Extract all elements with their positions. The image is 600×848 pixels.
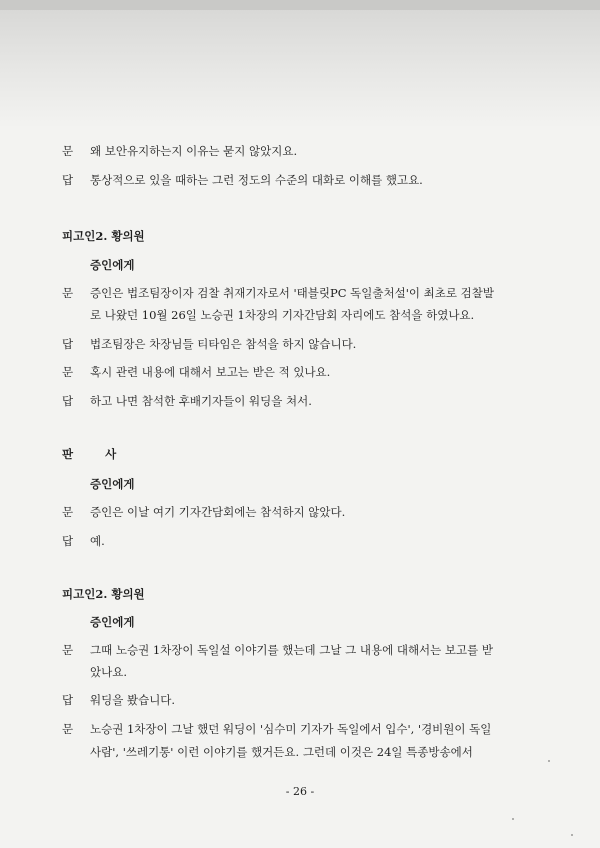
- question-text: 왜 보안유지하는지 이유는 묻지 않았지요.: [90, 144, 298, 158]
- addressee-label: 증인에게: [90, 615, 135, 629]
- speaker-label: 판 사: [62, 447, 131, 461]
- question-text-continued: 사람', '쓰레기통' 이런 이야기를 했거든요. 그런데 이것은 24일 특종방송에서: [90, 745, 473, 759]
- addressee-label: 증인에게: [90, 477, 135, 491]
- question-marker: 문: [62, 643, 74, 657]
- question-text: 그때 노승권 1차장이 독일설 이야기를 했는데 그날 그 내용에 대해서는 보고를 받: [90, 643, 494, 657]
- answer-text: 통상적으로 있을 때하는 그런 정도의 수준의 대화로 이해를 했고요.: [90, 173, 423, 187]
- question-marker: 문: [62, 144, 74, 158]
- answer-marker: 답: [62, 394, 74, 408]
- answer-text: 법조팀장은 차장님들 티타임은 참석을 하지 않습니다.: [90, 337, 357, 351]
- answer-marker: 답: [62, 534, 74, 548]
- answer-text: 워딩을 봤습니다.: [90, 693, 176, 707]
- answer-marker: 답: [62, 693, 74, 707]
- scan-speck: [512, 818, 514, 820]
- scan-speck: [571, 834, 573, 836]
- question-text: 증인은 이날 여기 기자간담회에는 참석하지 않았다.: [90, 505, 346, 519]
- question-text: 노승권 1차장이 그날 했던 워딩이 '심수미 기자가 독일에서 입수', '경비원이 독일: [90, 722, 492, 736]
- answer-marker: 답: [62, 173, 74, 187]
- question-text: 증인은 법조팀장이자 검찰 취재기자로서 '태블릿PC 독일출처설'이 최초로 검찰발: [90, 286, 494, 300]
- question-text-continued: 았나요.: [90, 665, 127, 679]
- speaker-label: 피고인2. 황의원: [62, 587, 145, 601]
- question-marker: 문: [62, 286, 74, 300]
- speaker-label: 피고인2. 황의원: [62, 229, 145, 243]
- addressee-label: 증인에게: [90, 258, 135, 272]
- answer-text: 하고 나면 참석한 후배기자들이 워딩을 쳐서.: [90, 394, 312, 408]
- scan-speck: [548, 760, 550, 762]
- question-marker: 문: [62, 722, 74, 736]
- answer-text: 예.: [90, 534, 105, 548]
- answer-marker: 답: [62, 337, 74, 351]
- question-text-continued: 로 나왔던 10월 26일 노승권 1차장의 기자간담회 자리에도 참석을 하였나요.: [90, 308, 475, 322]
- page-number: - 26 -: [285, 785, 315, 798]
- question-marker: 문: [62, 365, 74, 379]
- question-text: 혹시 관련 내용에 대해서 보고는 받은 적 있나요.: [90, 365, 331, 379]
- question-marker: 문: [62, 505, 74, 519]
